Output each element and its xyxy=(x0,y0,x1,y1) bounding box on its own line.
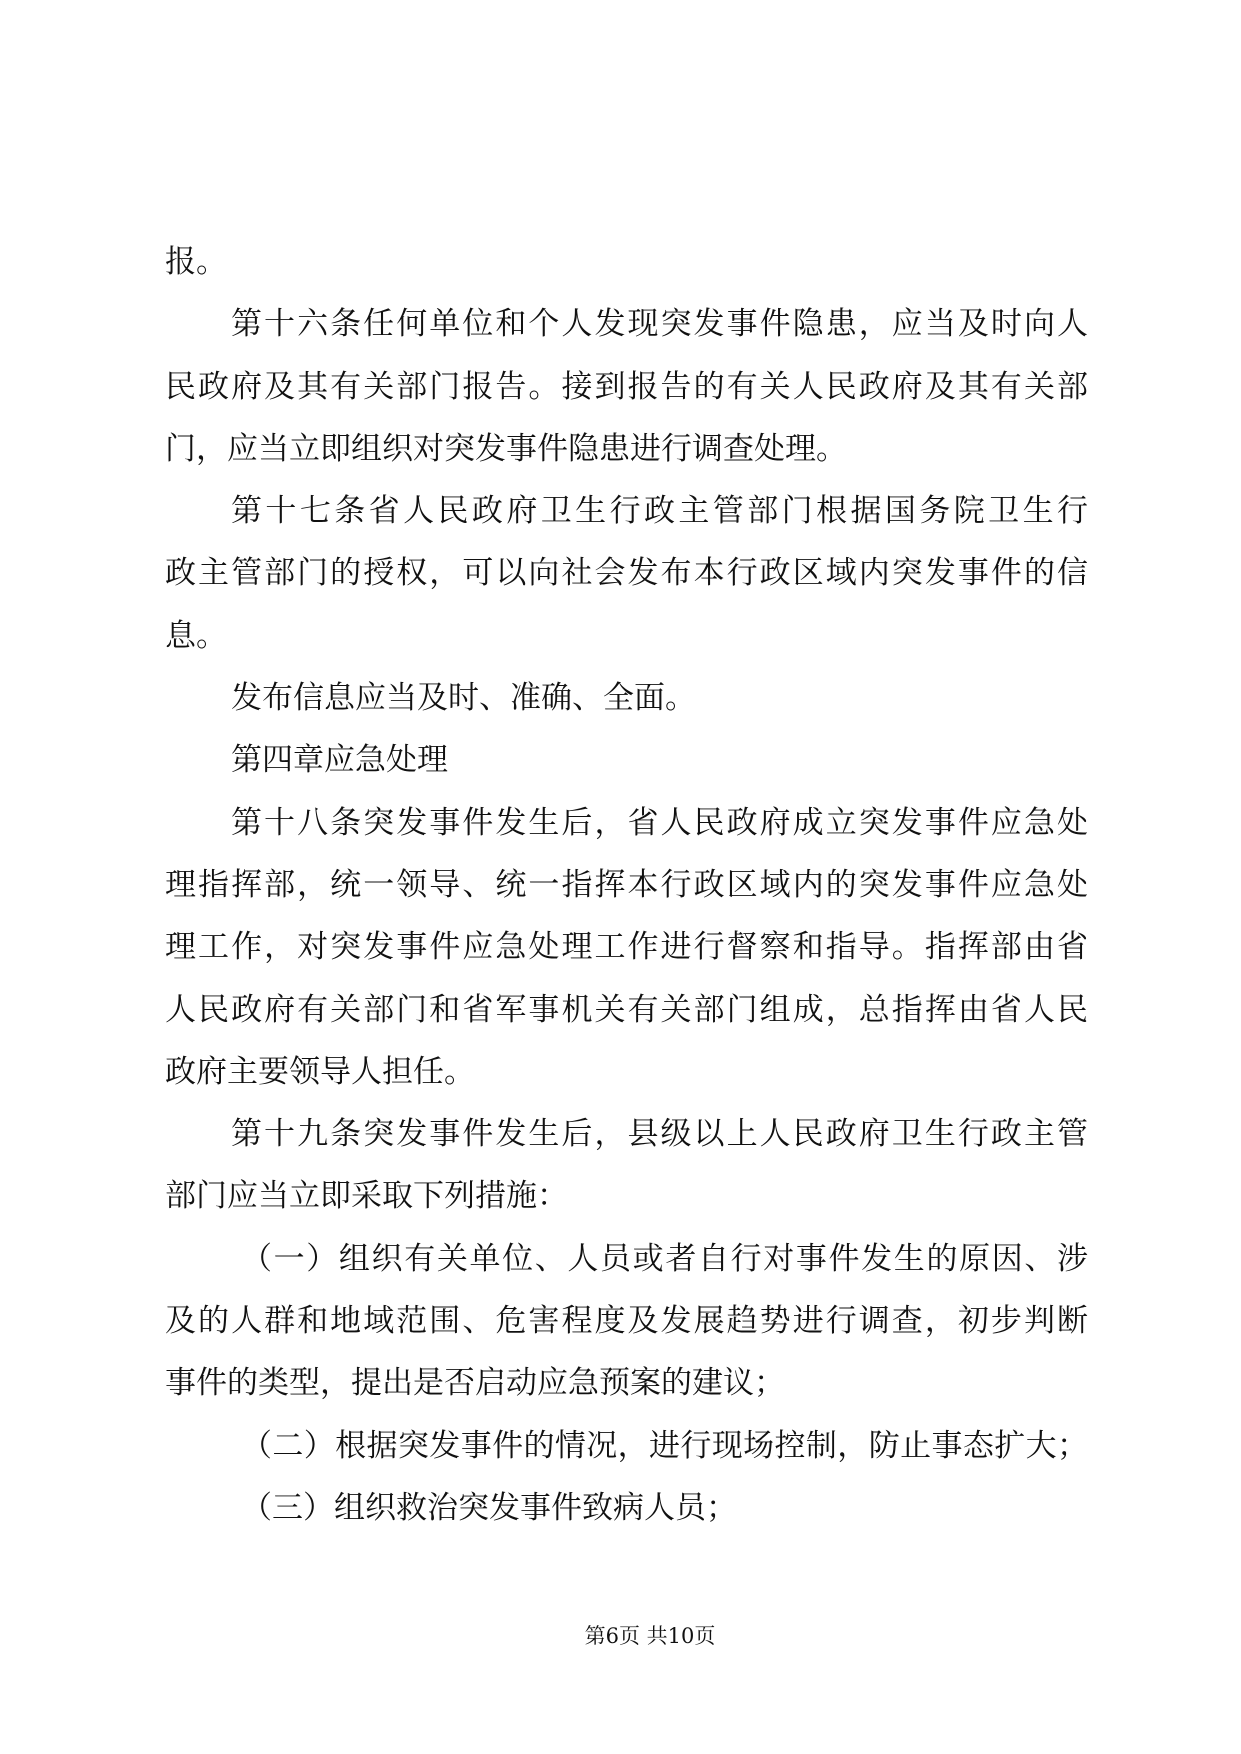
text-line: 第十九条突发事件发生后，县级以上人民政府卫生行政主管 xyxy=(231,1116,1088,1153)
text-line: 政府主要领导人担任。 xyxy=(165,1053,475,1090)
text-line: 第十六条任何单位和个人发现突发事件隐患，应当及时向人 xyxy=(231,306,1088,343)
document-body xyxy=(165,231,1088,1539)
text-line: 第四章应急处理 xyxy=(231,742,448,779)
text-line: 部门应当立即采取下列措施： xyxy=(165,1178,568,1215)
text-line: 事件的类型，提出是否启动应急预案的建议； xyxy=(165,1365,785,1402)
text-line: 报。 xyxy=(165,244,227,280)
text-line: 第十七条省人民政府卫生行政主管部门根据国务院卫生行 xyxy=(231,493,1088,530)
text-line: 息。 xyxy=(165,617,227,654)
text-line: 理指挥部，统一领导、统一指挥本行政区域内的突发事件应急处 xyxy=(165,866,1088,903)
text-line: （三）组织救治突发事件致病人员； xyxy=(241,1489,737,1526)
text-line: （二）根据突发事件的情况，进行现场控制，防止事态扩大； xyxy=(241,1427,1088,1464)
text-line: 及的人群和地域范围、危害程度及发展趋势进行调查，初步判断 xyxy=(165,1303,1088,1340)
text-line: 政主管部门的授权，可以向社会发布本行政区域内突发事件的信 xyxy=(165,555,1088,592)
page-footer: 第6页 共10页 xyxy=(584,1624,716,1648)
text-line: 民政府及其有关部门报告。接到报告的有关人民政府及其有关部 xyxy=(165,368,1088,405)
text-line: （一）组织有关单位、人员或者自行对事件发生的原因、涉 xyxy=(241,1240,1088,1277)
text-line: 门，应当立即组织对突发事件隐患进行调查处理。 xyxy=(165,430,847,467)
text-line: 第十八条突发事件发生后，省人民政府成立突发事件应急处 xyxy=(231,804,1088,841)
text-line: 人民政府有关部门和省军事机关有关部门组成，总指挥由省人民 xyxy=(165,991,1088,1028)
text-line: 理工作，对突发事件应急处理工作进行督察和指导。指挥部由省 xyxy=(165,929,1088,966)
text-line: 发布信息应当及时、准确、全面。 xyxy=(231,680,696,717)
